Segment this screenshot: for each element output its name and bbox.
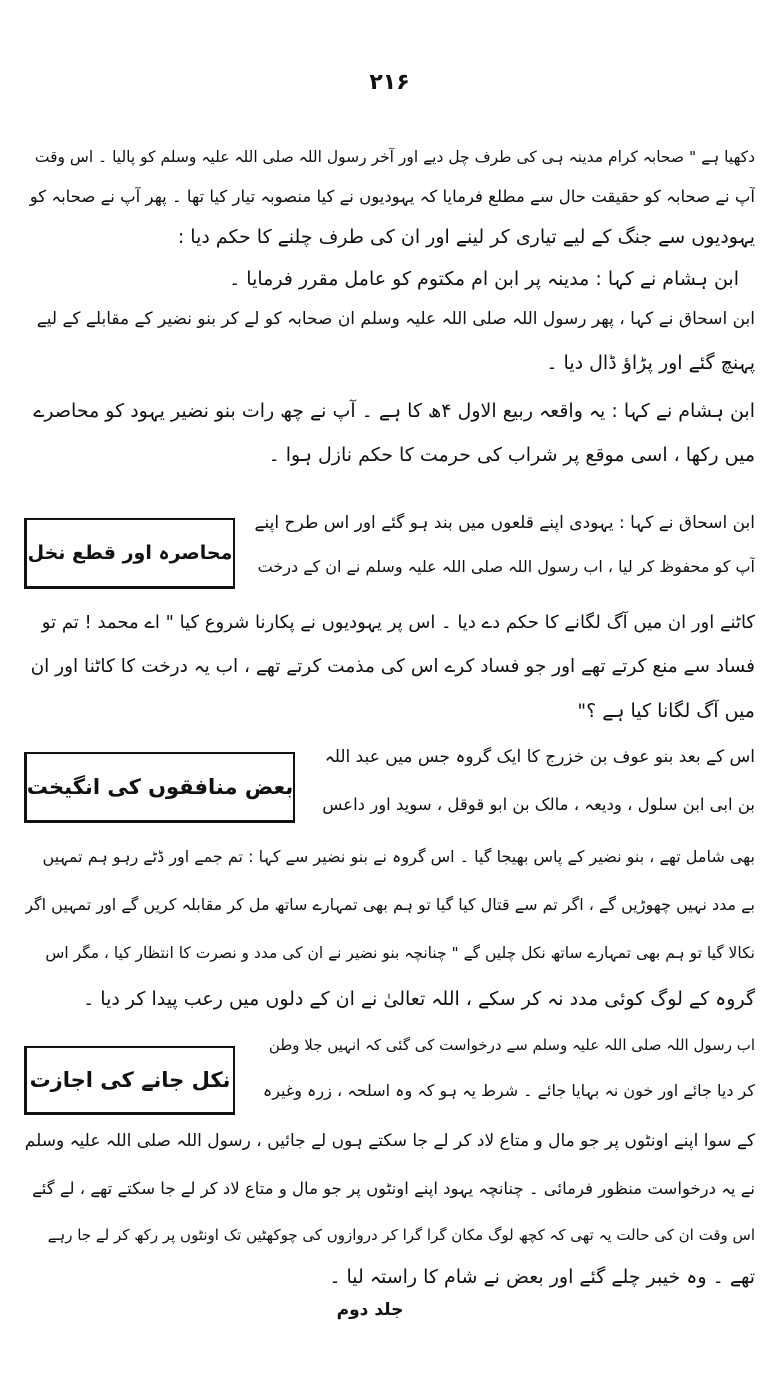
- text-line: تھے ۔ وہ خیبر چلے گئے اور بعض نے شام کا راستہ لیا ۔: [329, 1266, 755, 1288]
- text-line: میں آگ لگانا کیا ہے ؟": [577, 700, 755, 722]
- text-line: بے مدد نہیں چھوڑیں گے ، اگر تم سے قتال کیا گیا تو ہم بھی تمہارے ساتھ مل کر مقابلہ کریں گے اور تمہیں اگر: [25, 895, 755, 914]
- section-heading-hypocrites: بعض منافقوں کی انگیخت: [24, 752, 295, 823]
- text-line: بن ابی ابن سلول ، ودیعہ ، مالک بن ابو قوقل ، سوید اور داعس: [322, 795, 755, 814]
- text-line: آپ نے صحابہ کو حقیقت حال سے مطلع فرمایا کہ یہودیوں نے کیا منصوبہ تیار کیا تھا ۔ پھر آپ نے صحابہ کو: [29, 187, 755, 206]
- text-line: میں رکھا ، اسی موقع پر شراب کی حرمت کا حکم نازل ہوا ۔: [268, 444, 755, 466]
- text-line: نکالا گیا تو ہم بھی تمہارے ساتھ نکل چلیں گے " چنانچہ بنو نضیر نے ان کی مدد و نصرت کا انتظار کیا ، مگر اس: [45, 944, 755, 962]
- text-line: ابن اسحاق نے کہا : یہودی اپنے قلعوں میں بند ہو گئے اور اس طرح اپنے: [255, 513, 755, 533]
- text-line: اب رسول اللہ صلی اللہ علیہ وسلم سے درخواست کی گئی کہ انہیں جلا وطن: [268, 1036, 755, 1054]
- text-line: یہودیوں سے جنگ کے لیے تیاری کر لینے اور ان کی طرف چلنے کا حکم دیا :: [177, 226, 755, 248]
- text-line: کے سوا اپنے اونٹوں پر جو مال و متاع لاد کر لے جا سکتے ہوں لے جائیں ، رسول اللہ صلی اللہ علیہ وسلم: [25, 1131, 755, 1151]
- text-line: پہنچ گئے اور پڑاؤ ڈال دیا ۔: [546, 352, 755, 374]
- section-heading-permission: نکل جانے کی اجازت: [24, 1046, 235, 1115]
- page-number: ۲۱۶: [369, 70, 410, 95]
- text-line: بھی شامل تھے ، بنو نضیر کے پاس بھیجا گیا ۔ اس گروہ نے بنو نضیر سے کہا : تم جمے اور ڈٹے رہو ہم تمہیں: [42, 847, 755, 866]
- section-heading-siege: محاصرہ اور قطع نخل: [24, 518, 235, 589]
- text-line: اس کے بعد بنو عوف بن خزرج کا ایک گروہ جس میں عبد اللہ: [324, 747, 755, 767]
- text-line: ابن اسحاق نے کہا ، پھر رسول اللہ صلی اللہ علیہ وسلم ان صحابہ کو لے کر بنو نضیر کے مقابلے کے لیے: [36, 309, 755, 329]
- text-line: نے یہ درخواست منظور فرمائی ۔ چنانچہ یہود اپنے اونٹوں پر جو مال و متاع لاد کر لے جا سکتے تھے ، لے گئے: [32, 1179, 755, 1198]
- text-line: ابن ہشام نے کہا : یہ واقعہ ربیع الاول ۴ھ کا ہے ۔ آپ نے چھ رات بنو نضیر یہود کو محاصرے: [33, 400, 755, 422]
- text-line: کاٹنے اور ان میں آگ لگانے کا حکم دے دیا ۔ اس پر یہودیوں نے پکارنا شروع کیا " اے محمد ! تم تو: [41, 612, 755, 633]
- text-line: گروہ کے لوگ کوئی مدد نہ کر سکے ، اللہ تعالیٰ نے ان کے دلوں میں رعب پیدا کر دیا ۔: [83, 988, 755, 1010]
- text-line: دکھیا ہے " صحابہ کرام مدینہ ہی کی طرف چل دیے اور آخر رسول اللہ صلی اللہ علیہ وسلم کو پالیا ۔ اس وقت: [34, 148, 755, 166]
- text-line: اس وقت ان کی حالت یہ تھی کہ کچھ لوگ مکان گرا گرا کر دروازوں کی چوکھٹیں تک اونٹوں پر رکھ کر لے جا رہے: [47, 1226, 755, 1244]
- volume-footer: جلد دوم: [336, 1300, 404, 1320]
- text-line: آپ کو محفوظ کر لیا ، اب رسول اللہ صلی اللہ علیہ وسلم نے ان کے درخت: [257, 557, 755, 576]
- text-line: ابن ہشام نے کہا : مدینہ پر ابن ام مکتوم کو عامل مقرر فرمایا ۔: [229, 268, 739, 290]
- text-line: فساد سے منع کرتے تھے اور جو فساد کرے اس کی مذمت کرتے تھے ، اب یہ درخت کا کاٹنا اور ان: [30, 656, 755, 677]
- text-line: کر دیا جائے اور خون نہ بہایا جائے ۔ شرط یہ ہو کہ وہ اسلحہ ، زرہ وغیرہ: [262, 1081, 755, 1100]
